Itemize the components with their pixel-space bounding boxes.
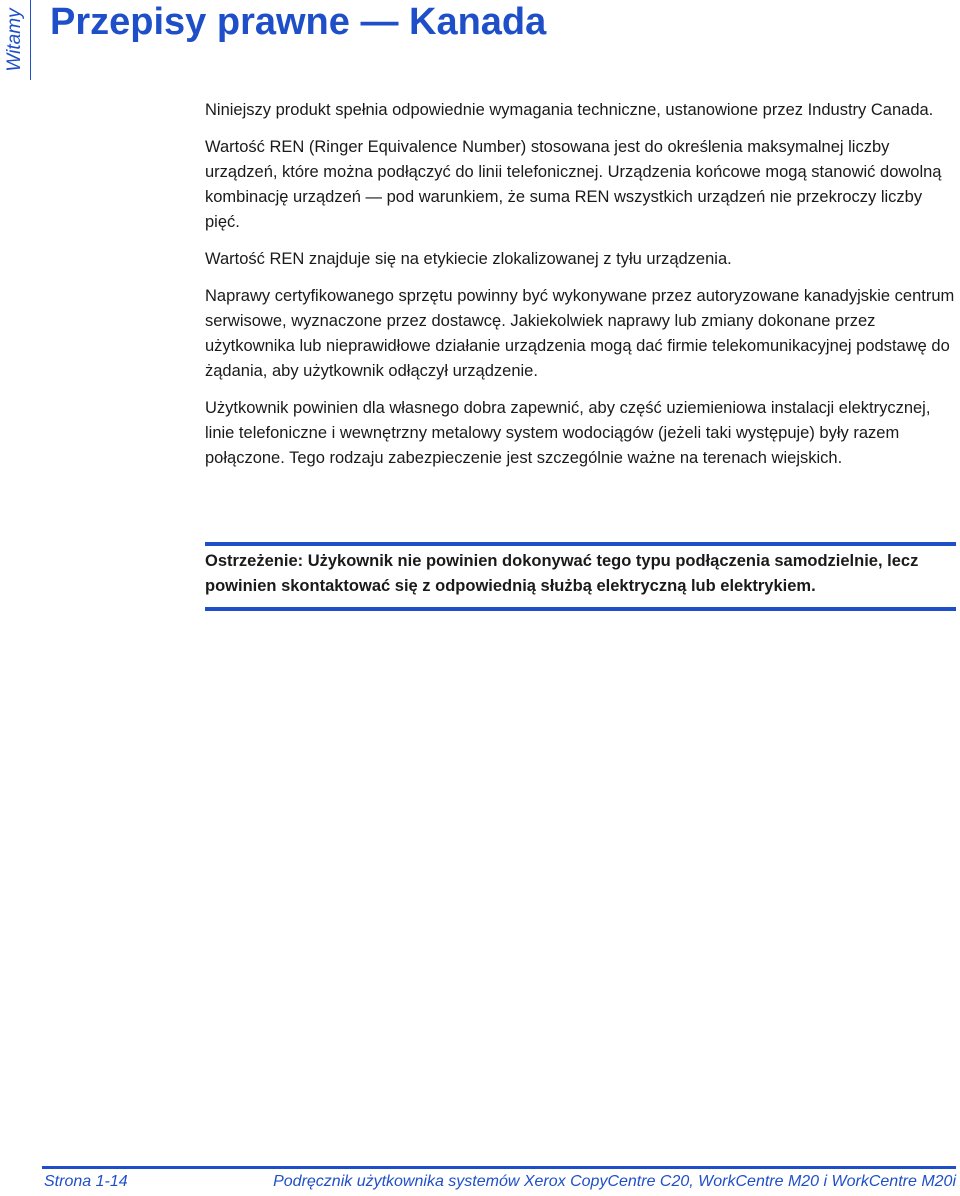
paragraph-grounding: Użytkownik powinien dla własnego dobra zapewnić, aby część uziemieniowa instalacji elektrycznej, linie telefoniczne i wewnętrzny metalowy system wodociągów (jeżeli taki występuje) były razem połączone. Tego rodzaju zabezpieczenie jest szczególnie ważne na terenach wiejskich.	[205, 399, 931, 467]
warning-text: Ostrzeżenie: Użykownik nie powinien dokonywać tego typu podłączenia samodzielnie, lecz powinien skontaktować się z odpowiednią służbą elektryczną lub elektrykiem.	[205, 552, 919, 595]
main-content	[205, 98, 955, 483]
paragraph-ren-label: Wartość REN znajduje się na etykiecie zlokalizowanej z tyłu urządzenia.	[205, 250, 732, 268]
footer-page-number: Strona 1-14	[44, 1173, 128, 1190]
paragraph-industry-canada: Niniejszy produkt spełnia odpowiednie wymagania techniczne, ustanowione przez Industry Canada.	[205, 101, 934, 119]
side-section-label: Witamy	[4, 8, 25, 72]
footer-divider	[42, 1166, 956, 1169]
paragraph-ren-definition: Wartość REN (Ringer Equivalence Number) stosowana jest do określenia maksymalnej liczby urządzeń, które można podłączyć do linii telefonicznej. Urządzenia końcowe mogą stanowić dowolną kombinację urządzeń — pod warunkiem, że suma REN wszystkich urządzeń nie przekroczy liczby pięć.	[205, 138, 942, 231]
paragraph-repairs: Naprawy certyfikowanego sprzętu powinny być wykonywane przez autoryzowane kanadyjskie centrum serwisowe, wyznaczone przez dostawcę. Jakiekolwiek naprawy lub zmiany dokonane przez użytkownika lub nieprawidłowe działanie urządzenia mogą dać firmie telekomunikacyjnej podstawę do żądania, aby użytkownik odłączył urządzenie.	[205, 287, 955, 380]
warning-box	[205, 542, 956, 611]
side-section-tab	[0, 0, 31, 80]
page-title: Przepisy prawne — Kanada	[50, 1, 547, 43]
footer-manual-title: Podręcznik użytkownika systemów Xerox CopyCentre C20, WorkCentre M20 i WorkCentre M20i	[273, 1173, 956, 1190]
